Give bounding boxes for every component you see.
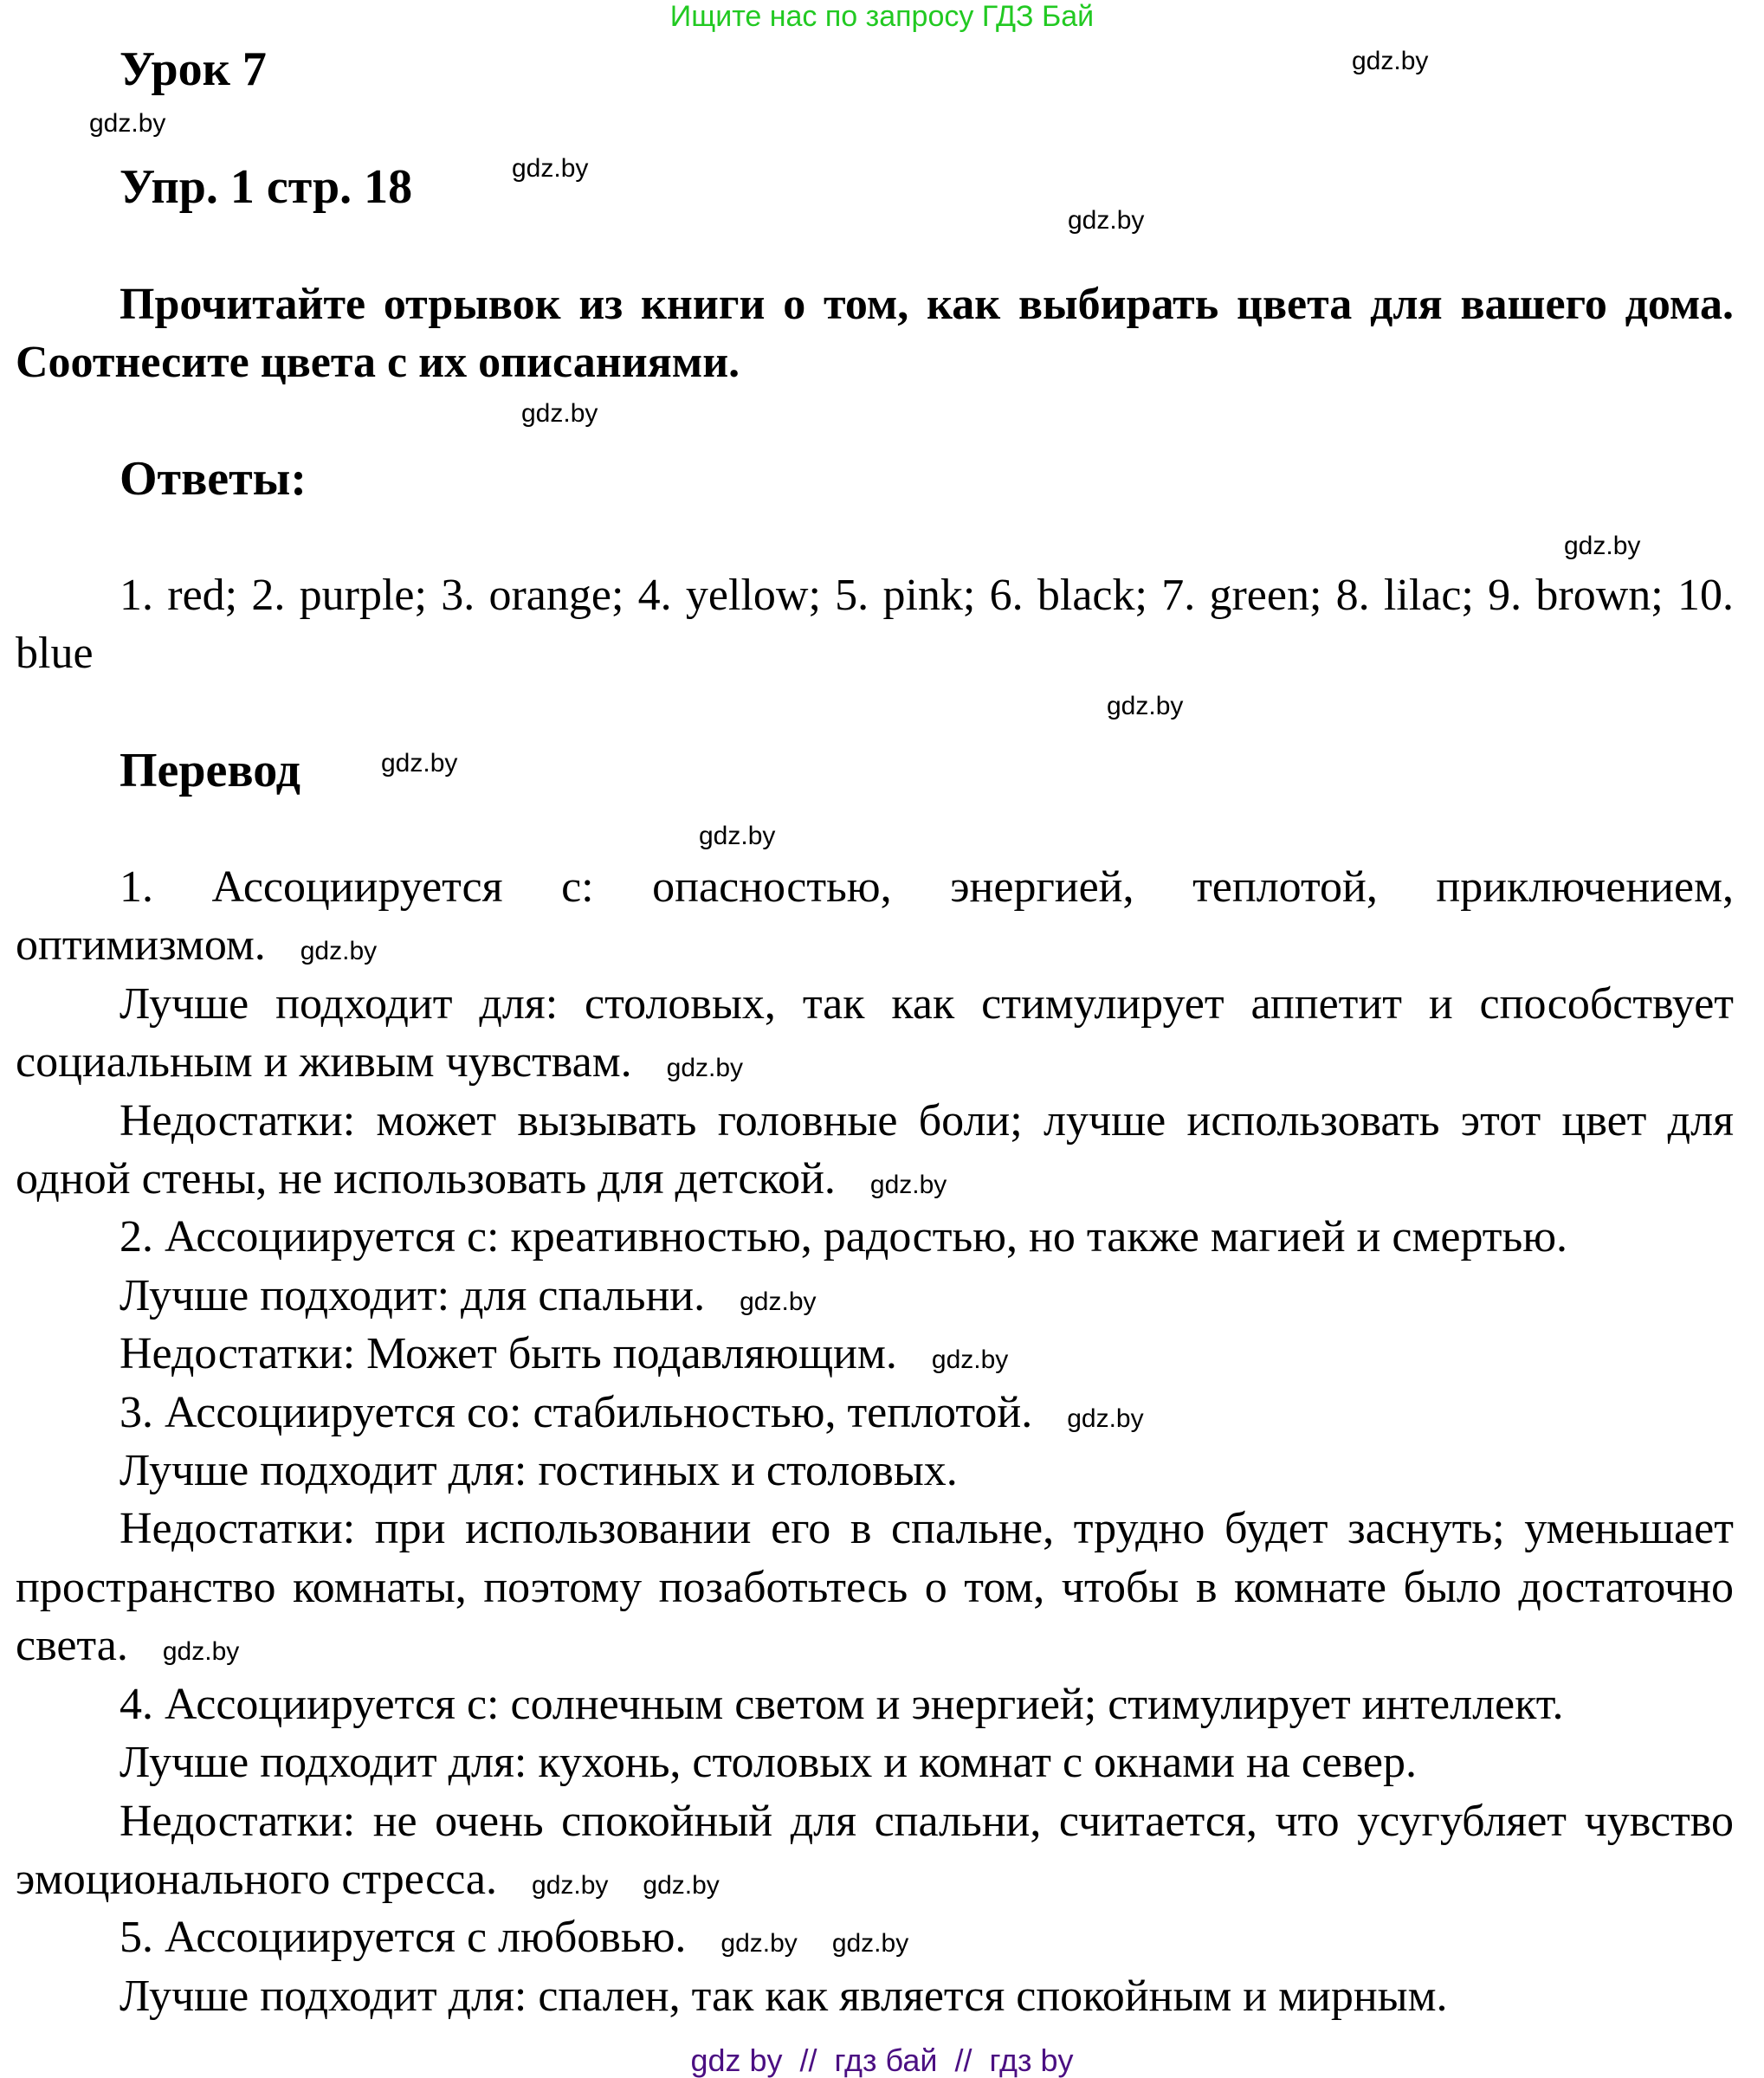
search-banner[interactable]: Ищите нас по запросу ГДЗ Бай — [669, 0, 1095, 33]
translation-text: Лучше подходит для: гостиных и столовых. — [120, 1446, 958, 1496]
translation-text: Лучше подходит: для спальни. — [120, 1270, 706, 1320]
answers-text: 1. red; 2. purple; 3. orange; 4. yellow; 5. pink; 6. black; 7. green; 8. lilac; 9. brown; 10. blue — [16, 571, 1734, 679]
watermark: gdz.by — [931, 1346, 1009, 1375]
watermark: gdz.by — [699, 822, 776, 850]
translation-text: Недостатки: Может быть подавляющим. — [120, 1329, 897, 1379]
translation-paragraph — [16, 1675, 1734, 1733]
watermark: gdz.by — [1352, 47, 1429, 75]
translation-text: Недостатки: может вызывать головные боли; лучше использовать этот цвет для одной стены, не использовать для детской. — [16, 1095, 1734, 1204]
footer-links[interactable]: gdz by // гдз бай // гдз by — [690, 2043, 1074, 2078]
translation-text: Лучше подходит для: спален, так как является спокойным и мирным. — [120, 1971, 1448, 2021]
translation-text: 5. Ассоциируется с любовью. — [120, 1913, 687, 1963]
translation-text: Лучше подходит для: столовых, так как стимулирует аппетит и способствует социальным и живым чувствам. — [16, 978, 1734, 1087]
watermark: gdz.by — [1067, 1404, 1144, 1433]
watermark: gdz.by — [512, 154, 589, 183]
translation-paragraph — [16, 1500, 1734, 1675]
translation-paragraph — [16, 1267, 1734, 1325]
translation-text: Недостатки: не очень спокойный для спальни, считается, что усугубляет чувство эмоционального стресса. — [16, 1796, 1734, 1904]
answers-heading: Ответы: — [120, 452, 307, 506]
translation-paragraph — [16, 1967, 1734, 2025]
instruction — [16, 275, 1734, 392]
translation — [16, 858, 1734, 2025]
translation-paragraph — [16, 858, 1734, 975]
translation-text: 4. Ассоциируется с: солнечным светом и энергией; стимулирует интеллект. — [120, 1679, 1564, 1729]
translation-paragraph — [16, 1208, 1734, 1266]
translation-paragraph — [16, 1908, 1734, 1966]
watermark: gdz.by — [1564, 532, 1641, 560]
watermark: gdz.by — [740, 1287, 817, 1316]
watermark: gdz.by — [521, 399, 598, 428]
translation-text: Недостатки: при использовании его в спальне, трудно будет заснуть; уменьшает пространство комнаты, поэтому позаботьтесь о том, чтобы в комнате было достаточно света. — [16, 1504, 1734, 1671]
translation-text: 3. Ассоциируется со: стабильностью, теплотой. — [120, 1387, 1033, 1437]
translation-paragraph — [16, 1325, 1734, 1383]
lesson-title: Урок 7 — [120, 42, 267, 96]
watermark: gdz.by — [381, 749, 458, 778]
translation-paragraph — [16, 1442, 1734, 1500]
watermark: gdz.by — [720, 1929, 798, 1959]
translation-paragraph — [16, 1792, 1734, 1909]
watermark: gdz.by — [869, 1171, 947, 1200]
watermark: gdz.by — [532, 1870, 609, 1900]
translation-paragraph — [16, 1733, 1734, 1791]
watermark: gdz.by — [643, 1870, 720, 1900]
answers — [16, 566, 1734, 683]
exercise-title: Упр. 1 стр. 18 — [120, 160, 413, 214]
watermark: gdz.by — [89, 109, 166, 138]
translation-paragraph — [16, 975, 1734, 1092]
watermark: gdz.by — [666, 1054, 744, 1083]
translation-paragraph — [16, 1092, 1734, 1209]
translation-heading: Перевод — [120, 744, 300, 797]
watermark: gdz.by — [1068, 206, 1145, 235]
translation-text: 1. Ассоциируется с: опасностью, энергией, теплотой, приключением, оптимизмом. — [16, 862, 1734, 971]
watermark: gdz.by — [831, 1929, 909, 1959]
watermark: gdz.by — [300, 937, 378, 966]
translation-text: Лучше подходит для: кухонь, столовых и комнат с окнами на север. — [120, 1738, 1417, 1788]
translation-text: 2. Ассоциируется с: креативностью, радостью, но также магией и смертью. — [120, 1212, 1568, 1262]
instruction-text: Прочитайте отрывок из книги о том, как выбирать цвета для вашего дома. Соотнесите цвета с их описаниями. — [16, 280, 1734, 388]
watermark: gdz.by — [1107, 692, 1184, 720]
translation-paragraph — [16, 1384, 1734, 1442]
watermark: gdz.by — [162, 1637, 240, 1667]
